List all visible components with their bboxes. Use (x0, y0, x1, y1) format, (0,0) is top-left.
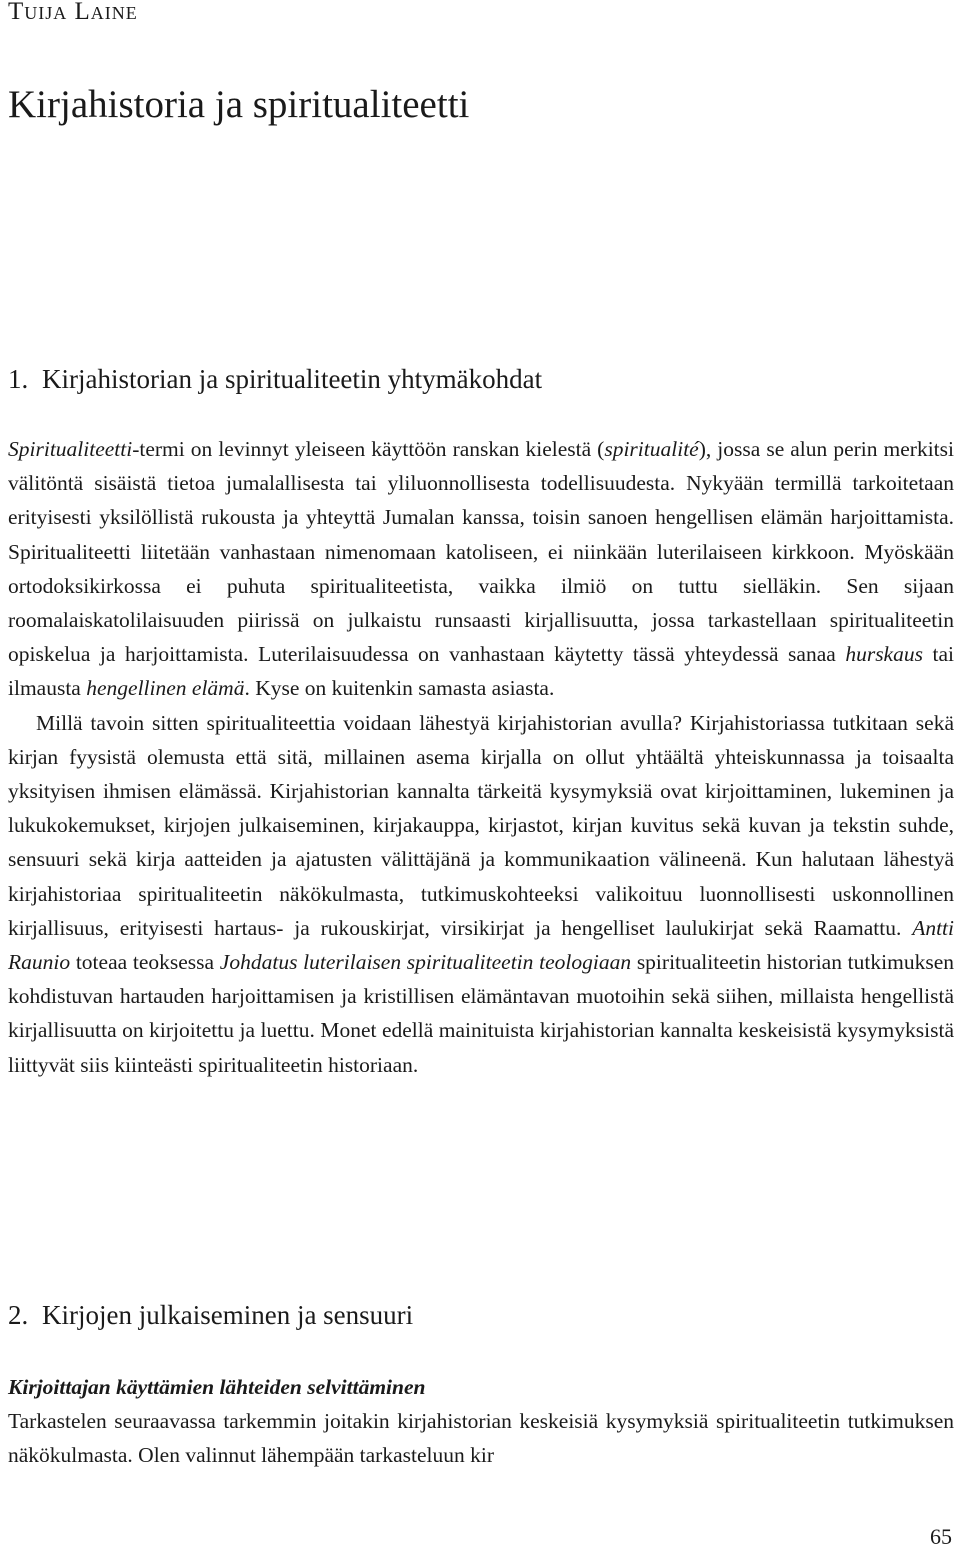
paragraph: Tarkastelen seuraavassa tarkemmin joitakin kirjahistorian keskeisiä kysymyksiä spiritualiteetin tutkimuksen näkökulmasta. Olen valinnut lähempään tarkasteluun kir (8, 1409, 954, 1468)
french-term: spiritualité (604, 437, 699, 461)
author-name: Antti Raunio (8, 915, 954, 975)
section-heading-2 (8, 1300, 413, 1331)
section-title: Kirjojen julkaiseminen ja sensuuri (42, 1300, 414, 1330)
subheading: Kirjoittajan käyttämien lähteiden selvittäminen (8, 1375, 426, 1399)
page-number: 65 (930, 1524, 952, 1549)
running-header-author: Tuija Laine (8, 0, 138, 25)
section-number: 1. (8, 364, 29, 394)
section-2-body (8, 1370, 954, 1473)
section-heading-1 (8, 364, 542, 395)
section-title: Kirjahistorian ja spiritualiteetin yhtymäkohdat (42, 364, 543, 394)
section-1-body (8, 432, 954, 1082)
book-title: Johdatus luterilaisen spiritualiteetin teologiaan (219, 950, 632, 975)
chapter-title: Kirjahistoria ja spiritualiteetti (8, 83, 470, 126)
paragraph: Spiritualiteetti-termi on levinnyt yleiseen käyttöön ranskan kielestä (spiritualité), jossa se alun perin merkitsi välitöntä sisäistä tietoa jumalallisesta tai yliluonnollisesta todellisuudesta. Nykyään termillä tarkoitetaan erityisesti yksilöllistä rukousta ja yhteyttä Jumalan kanssa, toisin sanoen hengellisen elämän harjoittamista. Spiritualiteetti liitetään vanhastaan nimenomaan katoliseen, ei niinkään luterilaiseen kirkkoon. Myöskään ortodoksikirkossa ei puhuta spiritualiteetista, vaikka ilmiö on tuttu sielläkin. Sen sijaan roomalaiskatolilaisuuden piirissä on julkaistu runsaasti kirjallisuutta, jossa tarkastellaan spiritualiteetin opiskelua ja harjoittamista. Luterilaisuudessa on vanhastaan käytetty tässä yhteydessä sanaa hurskaus tai ilmausta hengellinen elämä. Kyse on kuitenkin samasta asiasta. (8, 437, 954, 701)
term-emphasis: hengellinen elämä (86, 676, 245, 701)
paragraph: Millä tavoin sitten spiritualiteettia voidaan lähestyä kirjahistorian avulla? Kirjahistoriassa tutkitaan sekä kirjan fyysistä olemusta että sitä, millainen asema kirjalla on ollut yhtäältä yhteiskunnassa ja toisaalta yksityisen ihmisen elämässä. Kirjahistorian kannalta tärkeitä kysymyksiä ovat kirjoittaminen, lukeminen ja lukukokemukset, kirjojen julkaiseminen, kirjakauppa, kirjastot, kirjan kuvitus sekä kuvan ja tekstin suhde, sensuuri sekä kirja aatteiden ja ajatusten välittäjänä ja kommunikaation välineenä. Kun halutaan lähestyä kirjahistoriaa spiritualiteetin näkökulmasta, tutkimuskohteeksi valikoituu luonnollisesti uskonnollinen kirjallisuus, erityisesti hartaus- ja rukouskirjat, virsikirjat ja hengelliset laulukirjat sekä Raamattu. Antti Raunio toteaa teoksessa Johdatus luterilaisen spiritualiteetin teologiaan spiritualiteetin historian tutkimuksen kohdistuvan hartauden harjoittamisen ja kristillisen elämäntavan muotoihin sekä siihen, millaista hengellistä kirjallisuutta on kirjoitettu ja luettu. Monet edellä mainituista kirjahistorian kannalta keskeisistä kysymyksistä liittyvät siis kiinteästi spiritualiteetin historiaan. (8, 710, 954, 1077)
term-emphasis: hurskaus (845, 642, 923, 667)
term-emphasis: Spiritualiteetti (8, 437, 133, 461)
section-number: 2. (8, 1300, 29, 1330)
